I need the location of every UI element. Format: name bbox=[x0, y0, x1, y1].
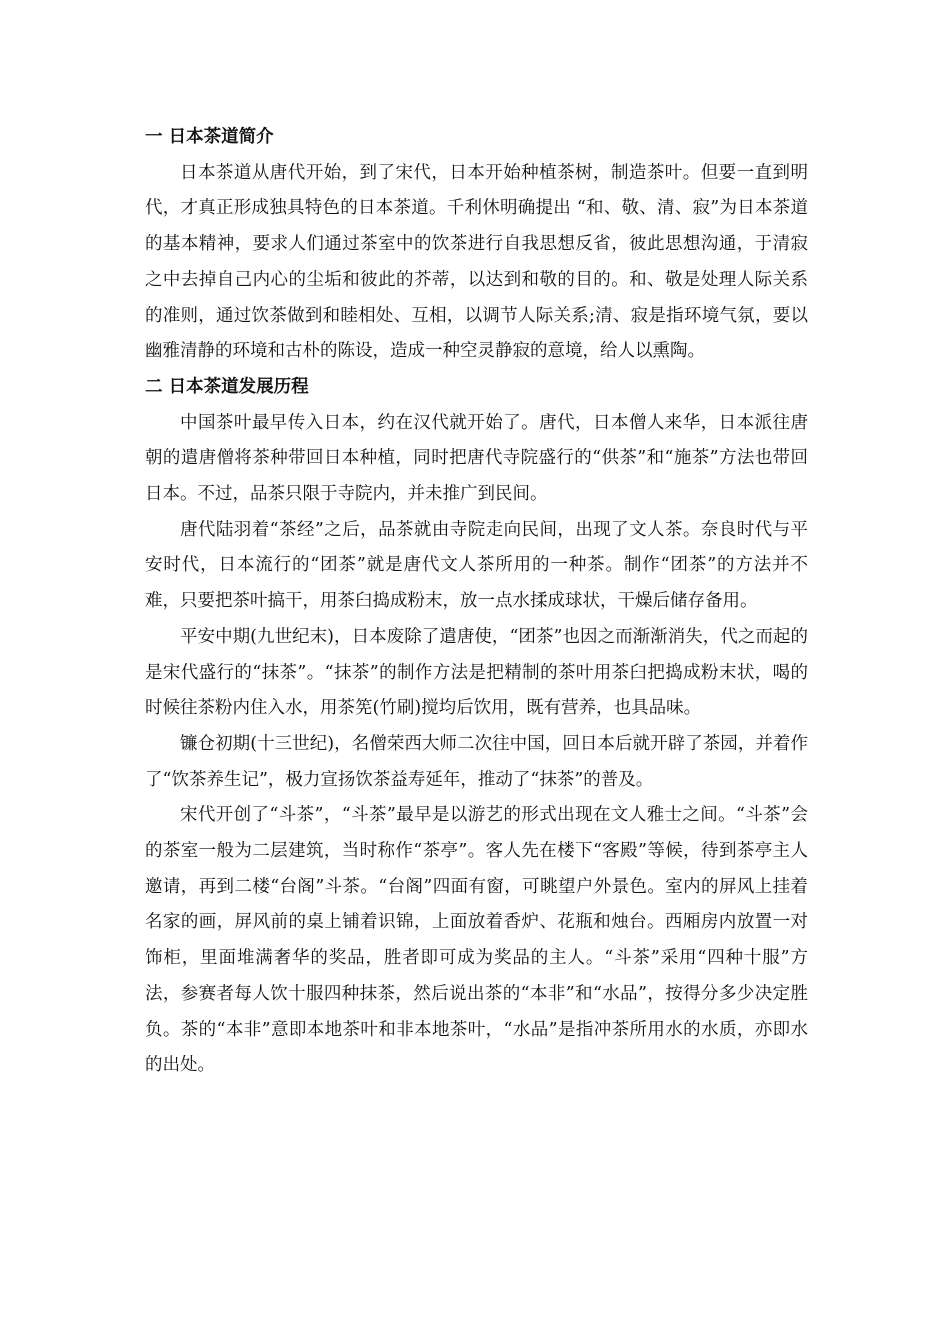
paragraph-history-4: 镰仓初期(十三世纪)，名僧荣西大师二次往中国，回日本后就开辟了茶园，并着作了“饮茶养生记”，极力宣扬饮茶益寿延年，推动了“抹茶”的普及。 bbox=[145, 733, 808, 790]
document-page bbox=[145, 120, 808, 1084]
section-heading-intro: 一 日本茶道简介 bbox=[145, 127, 274, 147]
paragraph-history-1: 中国茶叶最早传入日本，约在汉代就开始了。唐代，日本僧人来华，日本派往唐朝的遣唐僧将茶种带回日本种植，同时把唐代寺院盛行的“供茶”和“施茶”方法也带回日本。不过，品茶只限于寺院内，并未推广到民间。 bbox=[145, 412, 808, 505]
paragraph-intro: 日本茶道从唐代开始，到了宋代，日本开始种植茶树，制造茶叶。但要一直到明代，才真正形成独具特色的日本茶道。千利休明确提出 “和、敬、清、寂”为日本茶道的基本精神，要求人们通过茶室中的饮茶进行自我思想反省，彼此思想沟通，于清寂之中去掉自己内心的尘垢和彼此的芥蒂，以达到和敬的目的。和、敬是处理人际关系的准则，通过饮茶做到和睦相处、互相，以调节人际关系;清、寂是指环境气氛，要以幽雅清静的环境和古朴的陈设，造成一种空灵静寂的意境，给人以熏陶。 bbox=[145, 162, 808, 362]
paragraph-history-3: 平安中期(九世纪末)，日本废除了遣唐使，“团茶”也因之而渐渐消失，代之而起的是宋代盛行的“抹茶”。“抹茶”的制作方法是把精制的茶叶用茶臼把捣成粉末状，喝的时候往茶粉内住入水，用茶筅(竹刷)搅均后饮用，既有营养，也具品味。 bbox=[145, 626, 808, 719]
paragraph-history-2: 唐代陆羽着“茶经”之后，品茶就由寺院走向民间，出现了文人茶。奈良时代与平安时代，日本流行的“团茶”就是唐代文人茶所用的一种茶。制作“团茶”的方法并不难，只要把茶叶搞干，用茶臼捣成粉末，放一点水揉成球状，干燥后储存备用。 bbox=[145, 519, 808, 612]
section-heading-history: 二 日本茶道发展历程 bbox=[145, 376, 309, 397]
paragraph-history-5: 宋代开创了“斗茶”，“斗茶”最早是以游艺的形式出现在文人雅士之间。“斗茶”会的茶室一般为二层建筑，当时称作“茶亭”。客人先在楼下“客殿”等候，待到茶亭主人邀请，再到二楼“台阁”斗茶。“台阁”四面有窗，可眺望户外景色。室内的屏风上挂着名家的画，屏风前的桌上铺着识锦，上面放着香炉、花瓶和烛台。西厢房内放置一对饰柜，里面堆满奢华的奖品，胜者即可成为奖品的主人。“斗茶”采用“四种十服”方法，参赛者每人饮十服四种抹茶，然后说出茶的“本非”和“水品”，按得分多少决定胜负。茶的“本非”意即本地茶叶和非本地茶叶，“水品”是指冲茶所用水的水质，亦即水的出处。 bbox=[145, 805, 808, 1076]
